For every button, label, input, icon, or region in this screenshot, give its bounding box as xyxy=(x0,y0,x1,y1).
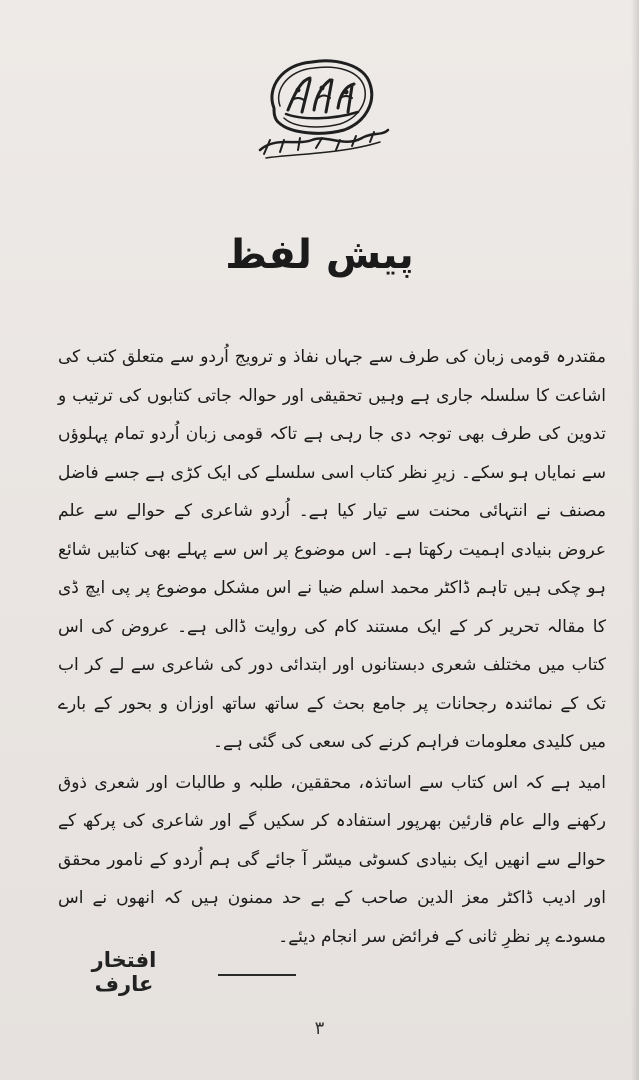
foreword-body xyxy=(58,338,606,956)
foreword-paragraph-2: امید ہے کہ اس کتاب سے اساتذہ، محققین، طلبہ و طالبات اور شعری ذوق رکھنے والے عام قارئین بھرپور استفادہ کر سکیں گے اور شاعری کی پرکھ کے حوالے سے انھیں ایک بنیادی کسوٹی میسّر آ جائے گی ہم اُردو کے نامور محقق اور ادیب ڈاکٹر معز الدین صاحب کے بے حد ممنون ہیں کہ انھوں نے اس مسودے پر نظرِ ثانی کے فرائض سر انجام دیئے۔ xyxy=(58,772,606,947)
page-edge-shadow xyxy=(631,0,639,1080)
signature-dash xyxy=(218,974,296,976)
author-signature xyxy=(62,946,302,996)
page-number: ۳ xyxy=(314,1018,325,1039)
basmala-calligraphy-seal xyxy=(252,50,392,160)
foreword-paragraph-1: مقتدرہ قومی زبان کی طرف سے جہاں نفاذ و ترویج اُردو سے متعلق کتب کی اشاعت کا سلسلہ جاری ہے وہیں تحقیقی اور حوالہ جاتی کتابوں کی ترتیب و تدوین کی طرف بھی توجہ دی جا رہی ہے تاکہ قومی زبان اُردو تمام پہلوؤں سے نمایاں ہو سکے۔ زیرِ نظر کتاب اسی سلسلے کی ایک کڑی ہے جسے فاضل مصنف نے انتہائی محنت سے تیار کیا ہے۔ اُردو شاعری کے حوالے سے علم عروض بنیادی اہمیت رکھتا ہے۔ اس موضوع پر اس سے پہلے بھی کتابیں شائع ہو چکی ہیں تاہم ڈاکٹر محمد اسلم ضیا نے اس مشکل موضوع پر پی ایچ ڈی کا مقالہ تحریر کر کے ایک مستند کام کی روایت ڈالی ہے۔ عروض کی اس کتاب میں مختلف شعری دبستانوں اور ابتدائی دور کی شاعری سے لے کر اب تک کے نمائندہ رجحانات پر جامع بحث کے ساتھ ساتھ اوزان و بحور کے بارے میں کلیدی معلومات فراہم کرنے کی سعی کی گئی ہے۔ xyxy=(58,347,606,752)
signature-name: افتخار عارف xyxy=(91,948,157,996)
page-title: پیش لفظ xyxy=(225,232,414,278)
